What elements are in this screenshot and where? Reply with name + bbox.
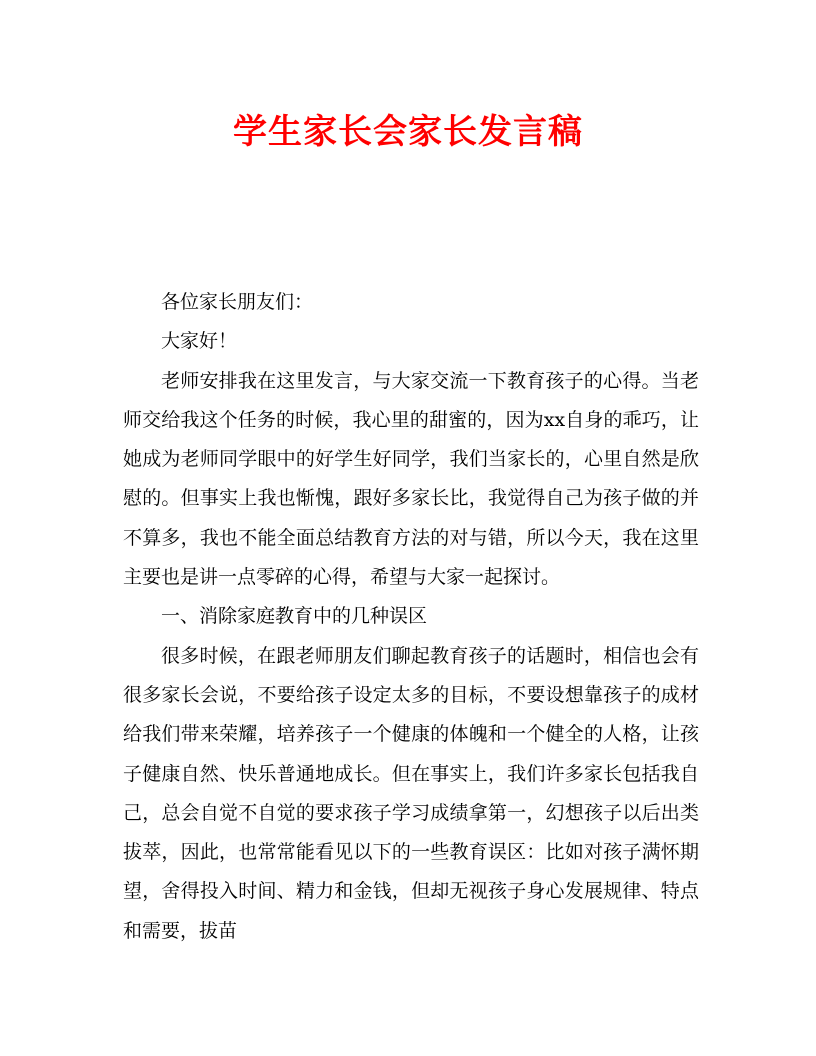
paragraph-section-1: 很多时候，在跟老师朋友们聊起教育孩子的话题时，相信也会有很多家长会说，不要给孩子设定太多的目标，不要设想靠孩子的成材给我们带来荣耀，培养孩子一个健康的体魄和一个健全的人格，让孩子健康自然、快乐普通地成长。但在事实上，我们许多家长包括我自己，总会自觉不自觉的要求孩子学习成绩拿第一，幻想孩子以后出类拔萃，因此，也常常能看见以下的一些教育误区：比如对孩子满怀期望，舍得投入时间、精力和金钱，但却无视孩子身心发展规律、特点和需要，拔苗 [123,644,699,942]
document-title: 学生家长会家长发言稿 [233,112,583,152]
paragraph-hello: 大家好！ [161,330,238,353]
section-heading-1: 一、消除家庭教育中的几种误区 [161,605,428,628]
paragraph-greeting: 各位家长朋友们： [161,291,314,313]
paragraph-intro: 老师安排我在这里发言，与大家交流一下教育孩子的心得。当老师交给我这个任务的时候，我心里的甜蜜的，因为xx自身的乖巧，让她成为老师同学眼中的好学生好同学，我们当家长的，心里自然是欣慰的。但事实上我也惭愧，跟好多家长比，我觉得自己为孩子做的并不算多，我也不能全面总结教育方法的对与错，所以今天，我在这里主要也是讲一点零碎的心得，希望与大家一起探讨。 [123,369,699,589]
document-body [123,283,699,951]
